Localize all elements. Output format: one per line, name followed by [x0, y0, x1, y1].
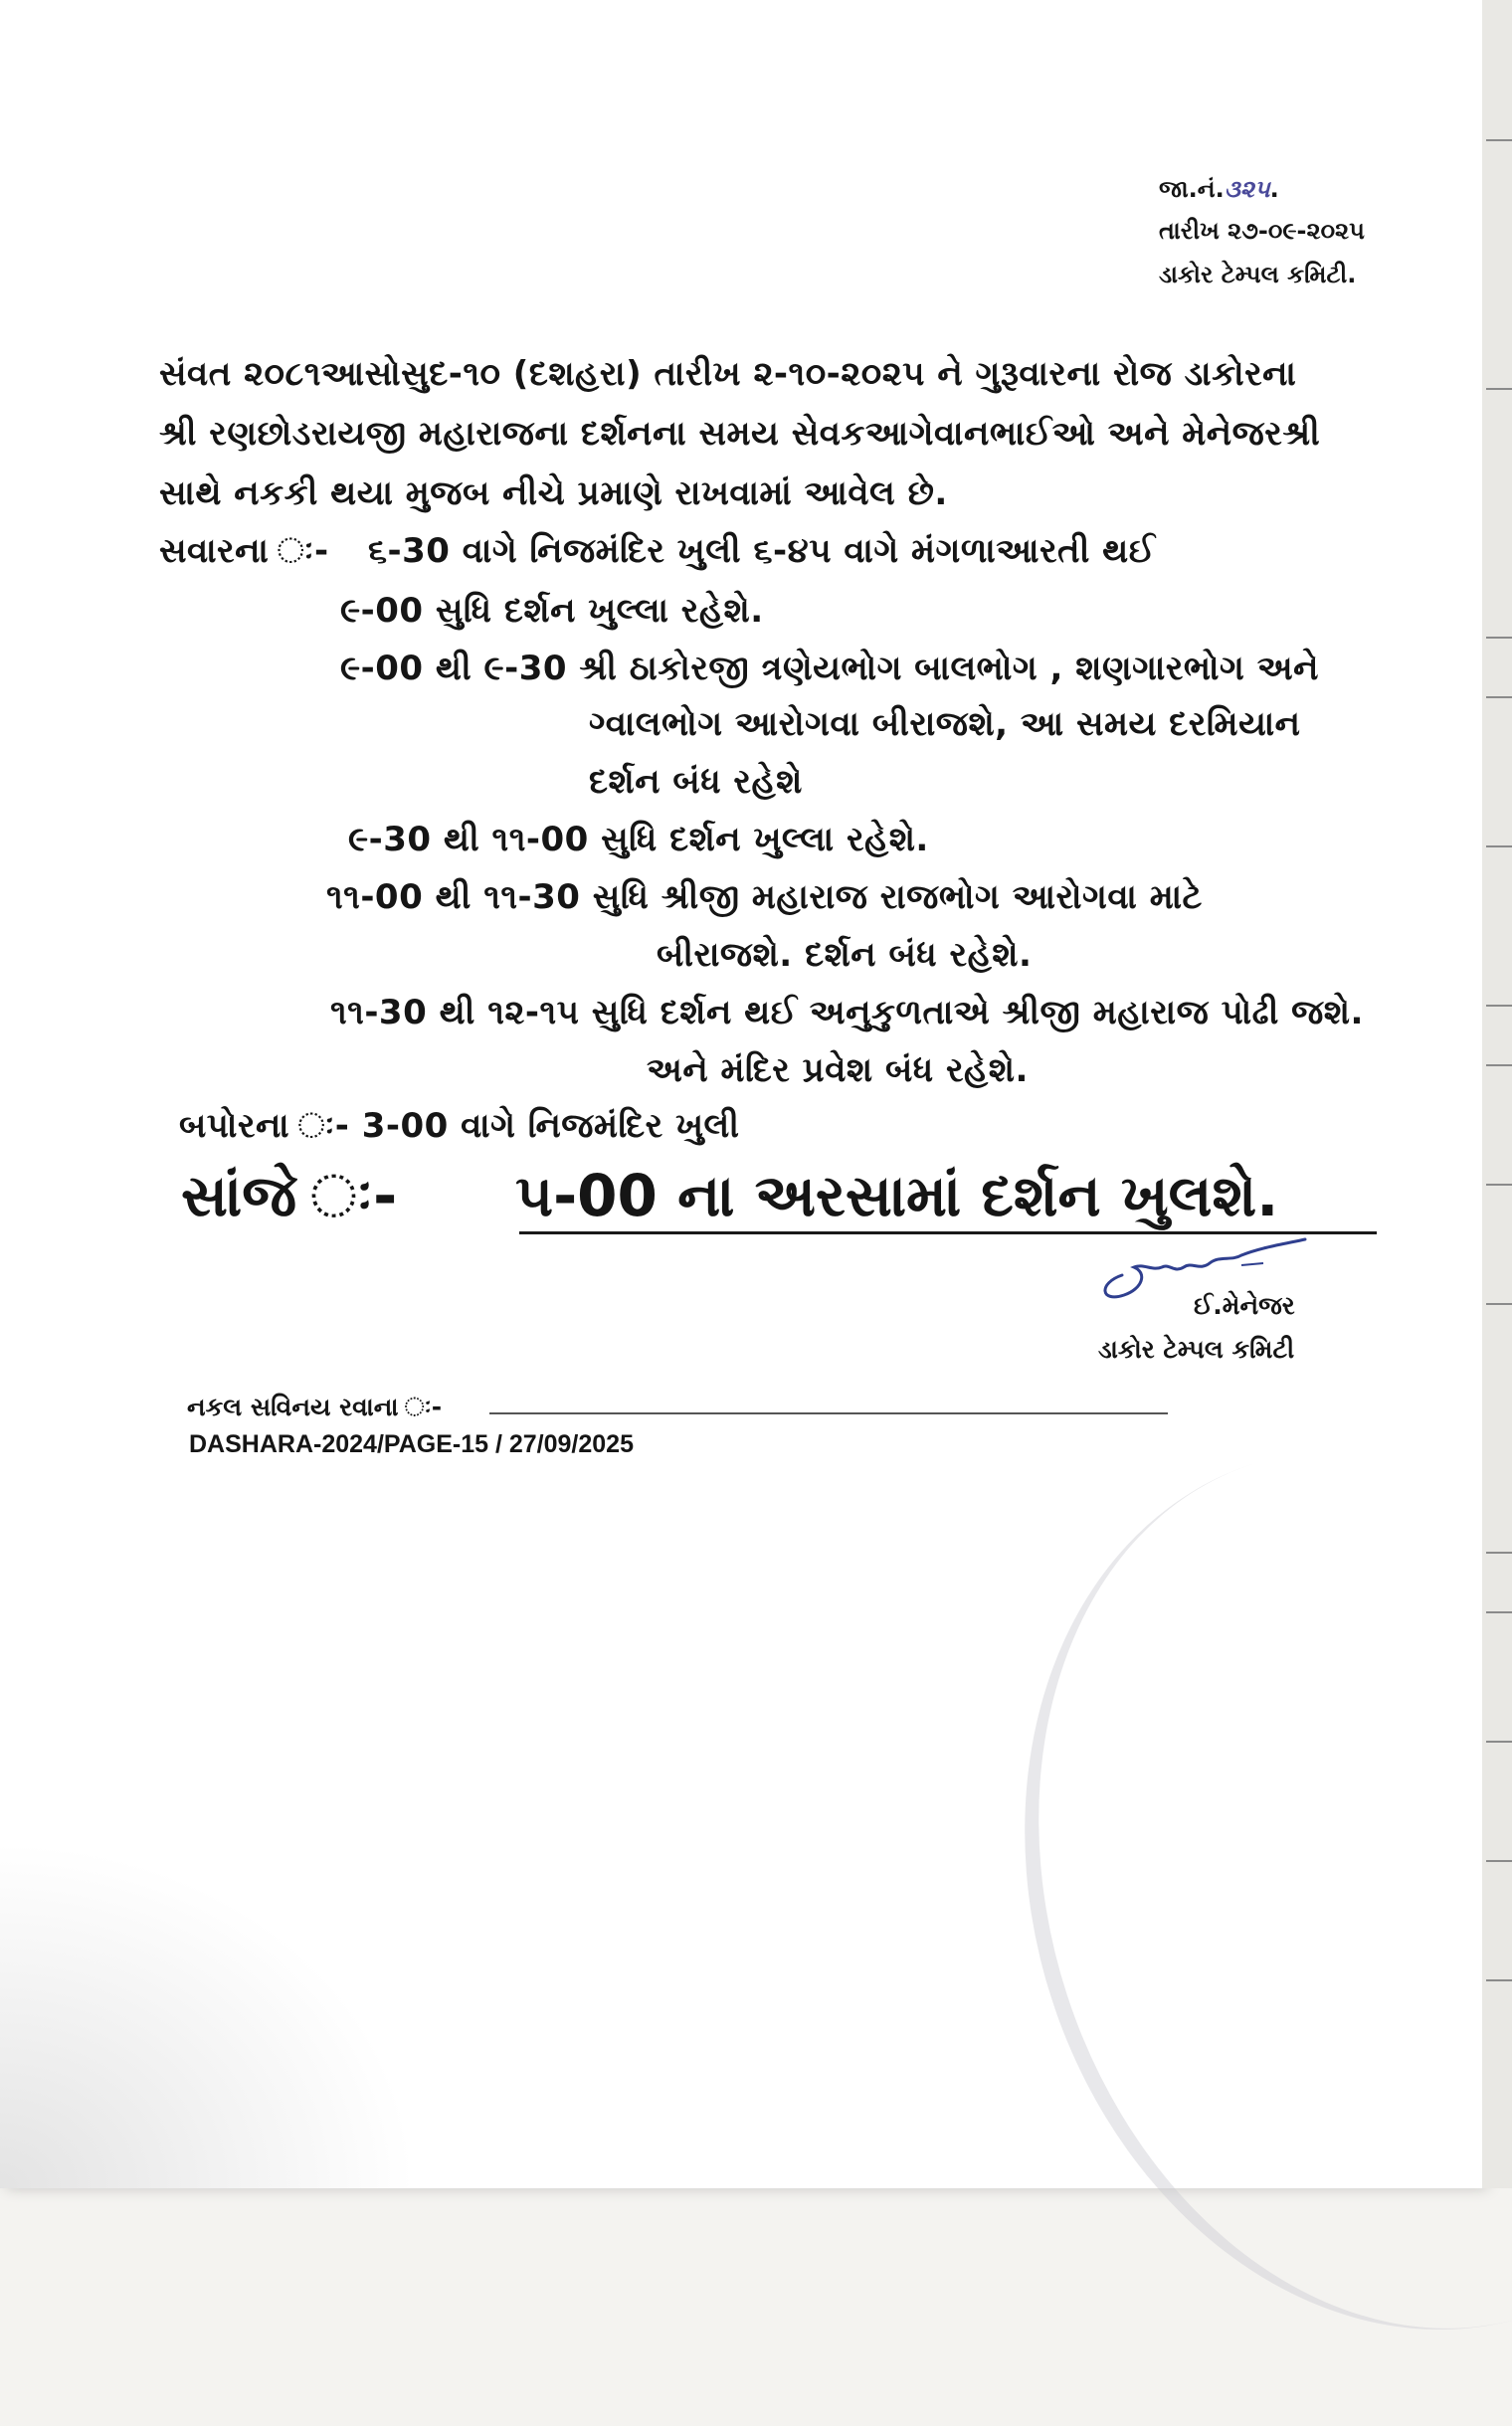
ref-number-handwritten: ૩૨૫: [1224, 175, 1270, 203]
intro-line-3: સાથે નકકી થયા મુજબ નીચે પ્રમાણે રાખવામાં આવેલ છે.: [159, 473, 948, 513]
morning-line-10: અને મંદિર પ્રવેશ બંધ રહેશે.: [647, 1050, 1029, 1090]
evening-label: સાંજે ઃ-: [181, 1162, 398, 1229]
morning-line-1: ૬-30 વાગે નિજમંદિર ખુલી ૬-૪૫ વાગે મંગળાઆરતી થઈ: [368, 531, 1156, 571]
signature-title: ઈ.મેનેજર: [1194, 1291, 1295, 1320]
morning-line-4: ગ્વાલભોગ આરોગવા બીરાજશે, આ સમય દરમિયાન: [589, 704, 1301, 744]
ref-number: જા.નં.૩૨૫.: [1159, 175, 1279, 203]
afternoon-line: બપોરના ઃ- 3-00 વાગે નિજમંદિર ખુલી: [179, 1106, 740, 1146]
morning-line-2: ૯-00 સુધિ દર્શન ખુલ્લા રહેશે.: [340, 591, 764, 631]
evening-text: ૫-00 ના અરસામાં દર્શન ખુલશે.: [515, 1162, 1279, 1229]
morning-line-3: ૯-00 થી ૯-30 શ્રી ઠાકોરજી ત્રણેયભોગ બાલભોગ , શણગારભોગ અને: [340, 649, 1319, 688]
signature-org: ડાકોર ટેમ્પલ કમિટી: [1098, 1335, 1295, 1364]
copy-blank-line: [489, 1412, 1168, 1414]
morning-line-6: ૯-30 થી ૧૧-00 સુધિ દર્શન ખુલ્લા રહેશે.: [348, 820, 929, 859]
intro-line-2: શ્રી રણછોડરાયજી મહારાજના દર્શનના સમય સેવકઆગેવાનભાઈઓ અને મેનેજરશ્રી: [159, 414, 1321, 454]
ref-org: ડાકોર ટેમ્પલ કમિટી.: [1159, 261, 1357, 288]
morning-line-8: બીરાજશે. દર્શન બંધ રહેશે.: [657, 935, 1033, 975]
intro-line-1: સંવત ૨૦૮૧આસોસુદ-૧૦ (દશહરા) તારીખ ૨-૧૦-૨૦૨૫ ને ગુરૂવારના રોજ ડાકોરના: [159, 354, 1297, 394]
morning-line-7: ૧૧-00 થી ૧૧-30 સુધિ શ્રીજી મહારાજ રાજભોગ આરોગવા માટે: [326, 877, 1203, 917]
morning-line-5: દર્શન બંધ રહેશે: [589, 762, 803, 802]
copy-label: નકલ સવિનય રવાના ઃ-: [187, 1393, 443, 1421]
footer-code: DASHARA-2024/PAGE-15 / 27/09/2025: [189, 1430, 634, 1458]
ref-date: તારીખ ૨૭-૦૯-૨૦૨૫: [1159, 217, 1365, 245]
morning-line-9: ૧૧-30 થી ૧૨-૧૫ સુધિ દર્શન થઈ અનુકુળતાએ શ્રીજી મહારાજ પોઢી જશે.: [330, 993, 1364, 1032]
morning-label: સવારના ઃ-: [159, 531, 329, 571]
corner-shadow: [0, 1840, 418, 2188]
